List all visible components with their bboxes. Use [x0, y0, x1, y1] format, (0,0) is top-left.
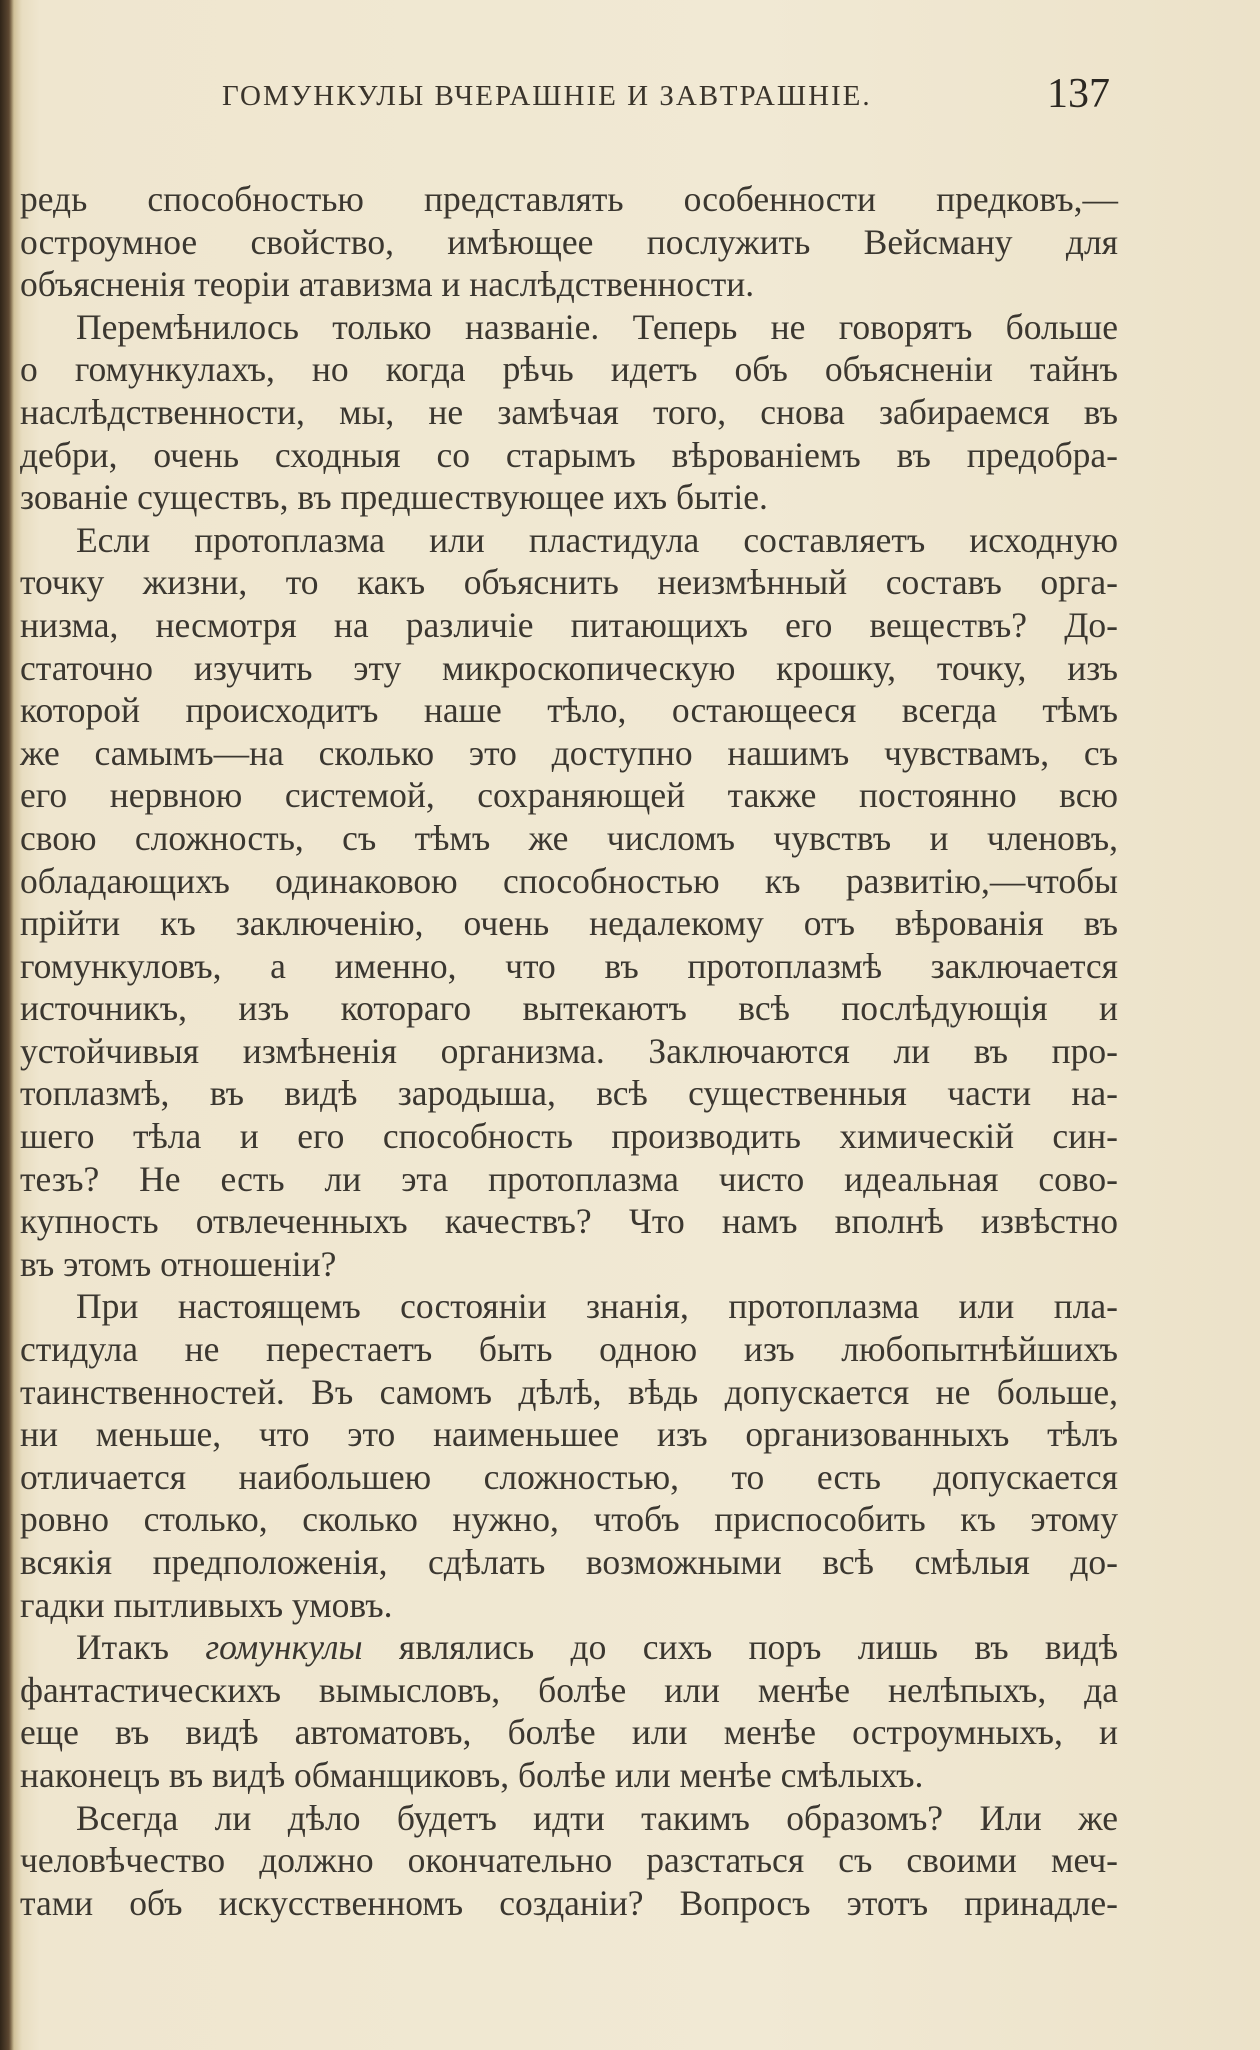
book-gutter-shadow: [0, 0, 14, 2050]
running-title: ГОМУНКУЛЫ ВЧЕРАШНІЕ И ЗАВТРАШНІЕ.: [222, 80, 872, 112]
body-text: [20, 178, 1118, 1924]
text-line: же самымъ—на сколько это доступно нашимъ чувствамъ, съ: [20, 732, 1118, 773]
text-line: прійти къ заключенію, очень недалекому отъ вѣрованія въ: [20, 903, 1118, 944]
text-line: гадки пытливыхъ умовъ.: [20, 1584, 393, 1625]
text-line: устойчивыя измѣненія организма. Заключаются ли въ про-: [20, 1030, 1118, 1071]
text-fragment: являлись до сихъ поръ лишь въ видѣ: [398, 1627, 1119, 1668]
paragraph-1: [20, 178, 1118, 306]
text-line: Перемѣнилось только названіе. Теперь не говорятъ больше: [76, 306, 1118, 347]
text-line: обладающихъ одинаковою способностью къ развитію,—чтобы: [20, 860, 1118, 901]
text-line: наконецъ въ видѣ обманщиковъ, болѣе или менѣе смѣлыхъ.: [20, 1754, 924, 1795]
text-line: Всегда ли дѣло будетъ идти такимъ образомъ? Или же: [76, 1797, 1118, 1838]
text-line: дебри, очень сходныя со старымъ вѣрованіемъ въ предобра-: [20, 434, 1118, 475]
text-line: его нервною системой, сохраняющей также постоянно всю: [20, 775, 1118, 816]
text-line: объясненія теоріи атавизма и наслѣдственности.: [20, 264, 755, 305]
page-number: 137: [1047, 71, 1110, 117]
text-line: статочно изучить эту микроскопическую крошку, точку, изъ: [20, 647, 1118, 688]
text-line: тезъ? Не есть ли эта протоплазма чисто идеальная сово-: [20, 1158, 1118, 1199]
text-line: ровно столько, сколько нужно, чтобъ приспособить къ этому: [20, 1499, 1118, 1540]
italic-term: гомункулы: [205, 1627, 363, 1668]
lead-word: Итакъ: [76, 1627, 169, 1668]
text-line: фантастическихъ вымысловъ, болѣе или менѣе нелѣпыхъ, да: [20, 1669, 1118, 1710]
text-line: Если протоплазма или пластидула составляетъ исходную: [76, 519, 1118, 560]
text-line: отличается наибольшею сложностью, то есть допускается: [20, 1456, 1118, 1497]
paragraph-6: [20, 1797, 1118, 1925]
text-line: источникъ, изъ котораго вытекаютъ всѣ послѣдующія и: [20, 988, 1118, 1029]
text-line: При настоящемъ состояніи знанія, протоплазма или пла-: [76, 1286, 1118, 1327]
page-header: [150, 71, 1110, 126]
text-line: шего тѣла и его способность производить химическій син-: [20, 1116, 1118, 1157]
text-line: остроумное свойство, имѣющее послужить Вейсману для: [20, 221, 1118, 262]
text-line: еще въ видѣ автоматовъ, болѣе или менѣе остроумныхъ, и: [20, 1712, 1118, 1753]
paragraph-5: [20, 1626, 1118, 1796]
text-line: [20, 1626, 1118, 1669]
text-line: купность отвлеченныхъ качествъ? Что намъ вполнѣ извѣстно: [20, 1201, 1118, 1242]
text-line: въ этомъ отношеніи?: [20, 1243, 337, 1284]
text-line: человѣчество должно окончательно разстаться съ своими меч-: [20, 1840, 1118, 1881]
text-line: редь способностью представлять особенности предковъ,—: [20, 179, 1118, 219]
text-line: ни меньше, что это наименьшее изъ организованныхъ тѣлъ: [20, 1414, 1118, 1455]
text-line: стидула не перестаетъ быть одною изъ любопытнѣйшихъ: [20, 1329, 1118, 1370]
paragraph-3: [20, 519, 1118, 1286]
text-line: всякія предположенія, сдѣлать возможными всѣ смѣлыя до-: [20, 1542, 1118, 1582]
text-line: низма, несмотря на различіе питающихъ его веществъ? До-: [20, 604, 1118, 645]
paragraph-2: [20, 306, 1118, 519]
text-line: тами объ искусственномъ созданіи? Вопросъ этотъ принадле-: [20, 1882, 1118, 1923]
text-line: наслѣдственности, мы, не замѣчая того, снова забираемся въ: [20, 391, 1118, 432]
text-line: которой происходитъ наше тѣло, остающееся всегда тѣмъ: [20, 690, 1118, 731]
paragraph-4: [20, 1285, 1118, 1626]
text-line: свою сложность, съ тѣмъ же числомъ чувствъ и членовъ,: [20, 817, 1118, 858]
text-line: таинственностей. Въ самомъ дѣлѣ, вѣдь допускается не больше,: [20, 1371, 1118, 1412]
text-line: о гомункулахъ, но когда рѣчь идетъ объ объясненіи тайнъ: [20, 349, 1118, 390]
text-line: зованіе существъ, въ предшествующее ихъ бытіе.: [20, 477, 768, 518]
text-line: точку жизни, то какъ объяснить неизмѣнный составъ орга-: [20, 562, 1118, 603]
text-line: гомункуловъ, а именно, что въ протоплазмѣ заключается: [20, 945, 1118, 986]
text-line: топлазмѣ, въ видѣ зародыша, всѣ существенныя части на-: [20, 1073, 1118, 1114]
